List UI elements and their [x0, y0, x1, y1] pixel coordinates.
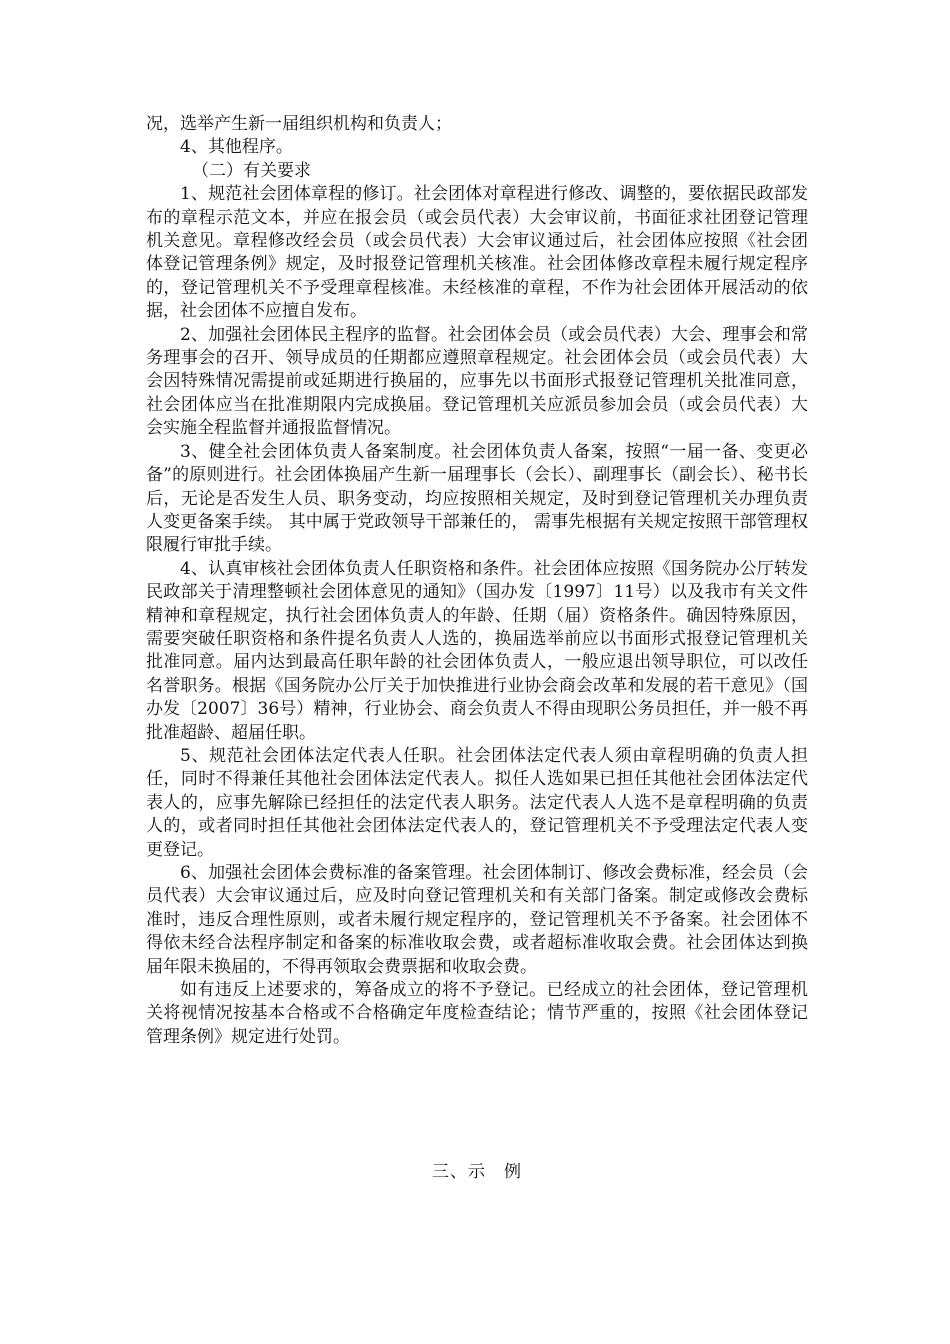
paragraph-requirement-1: 1、规范社会团体章程的修订。社会团体对章程进行修改、调整的，要依据民政部发布的章程示范文本，并应在报会员（或会员代表）大会审议前，书面征求社团登记管理机关意见。章程修改经会员（或会员代表）大会审议通过后，社会团体应按照《社会团体登记管理条例》规定，及时报登记管理机关核准。社会团体修改章程未履行规定程序的，登记管理机关不予受理章程核准。未经核准的章程，不作为社会团体开展活动的依据，社会团体不应擅自发布。 [146, 184, 808, 322]
paragraph-continuation: 况，选举产生新一届组织机构和负责人； [146, 114, 452, 134]
document-body [146, 113, 808, 1049]
paragraph-violation-note: 如有违反上述要求的，筹备成立的将不予登记。已经成立的社会团体，登记管理机关将视情况按基本合格或不合格确定年度检查结论；情节严重的，按照《社会团体登记管理条例》规定进行处罚。 [146, 980, 808, 1047]
paragraph-other-procedures: 4、其他程序。 [180, 137, 293, 158]
paragraph-requirement-2: 2、加强社会团体民主程序的监督。社会团体会员（或会员代表）大会、理事会和常务理事会的召开、领导成员的任期都应遵照章程规定。社会团体会员（或会员代表）大会因特殊情况需提前或延期进行换届的，应事先以书面形式报登记管理机关批准同意，社会团体应当在批准期限内完成换届。登记管理机关应派员参加会员（或会员代表）大会实施全程监督并通报监督情况。 [146, 324, 808, 439]
paragraph-requirement-3: 3、健全社会团体负责人备案制度。社会团体负责人备案，按照“一届一备、变更必备”的原则进行。社会团体换届产生新一届理事长（会长）、副理事长（副会长）、秘书长后，无论是否发生人员、职务变动，均应按照相关规定，及时到登记管理机关办理负责人变更备案手续。 其中属于党政领导干部兼任的， 需事先根据有关规定按照干部管理权限履行审批手续。 [146, 441, 808, 556]
subsection-heading: （二）有关要求 [192, 160, 311, 181]
paragraph-requirement-5: 5、规范社会团体法定代表人任职。社会团体法定代表人须由章程明确的负责人担任，同时不得兼任其他社会团体法定代表人。拟任人选如果已担任其他社会团体法定代表人的，应事先解除已经担任的法定代表人职务。法定代表人人选不是章程明确的负责人的，或者同时担任其他社会团体法定代表人的，登记管理机关不予受理法定代表人变更登记。 [146, 745, 808, 860]
paragraph-requirement-6: 6、加强社会团体会费标准的备案管理。社会团体制订、修改会费标准，经会员（会员代表）大会审议通过后，应及时向登记管理机关和有关部门备案。制定或修改会费标准时，违反合理性原则，或者未履行规定程序的，登记管理机关不予备案。社会团体不得依未经合法程序制定和备案的标准收取会费，或者超标准收取会费。社会团体达到换届年限未换届的，不得再领取会费票据和收取会费。 [146, 863, 808, 977]
paragraph-requirement-4: 4、认真审核社会团体负责人任职资格和条件。社会团体应按照《国务院办公厅转发民政部关于清理整顿社会团体意见的通知》（国办发〔1997〕11号）以及我市有关文件精神和章程规定，执行社会团体负责人的年龄、任期（届）资格条件。确因特殊原因，需要突破任职资格和条件提名负责人人选的，换届选举前应以书面形式报登记管理机关批准同意。届内达到最高任职年龄的社会团体负责人，一般应退出领导职位，可以改任名誉职务。根据《国务院办公厅关于加快推进行业协会商会改革和发展的若干意见》（国办发〔2007〕36号）精神，行业协会、商会负责人不得由现职公务员担任，并一般不再批准超龄、超届任职。 [146, 558, 808, 743]
section-heading: 三、示 例 [432, 1162, 522, 1182]
